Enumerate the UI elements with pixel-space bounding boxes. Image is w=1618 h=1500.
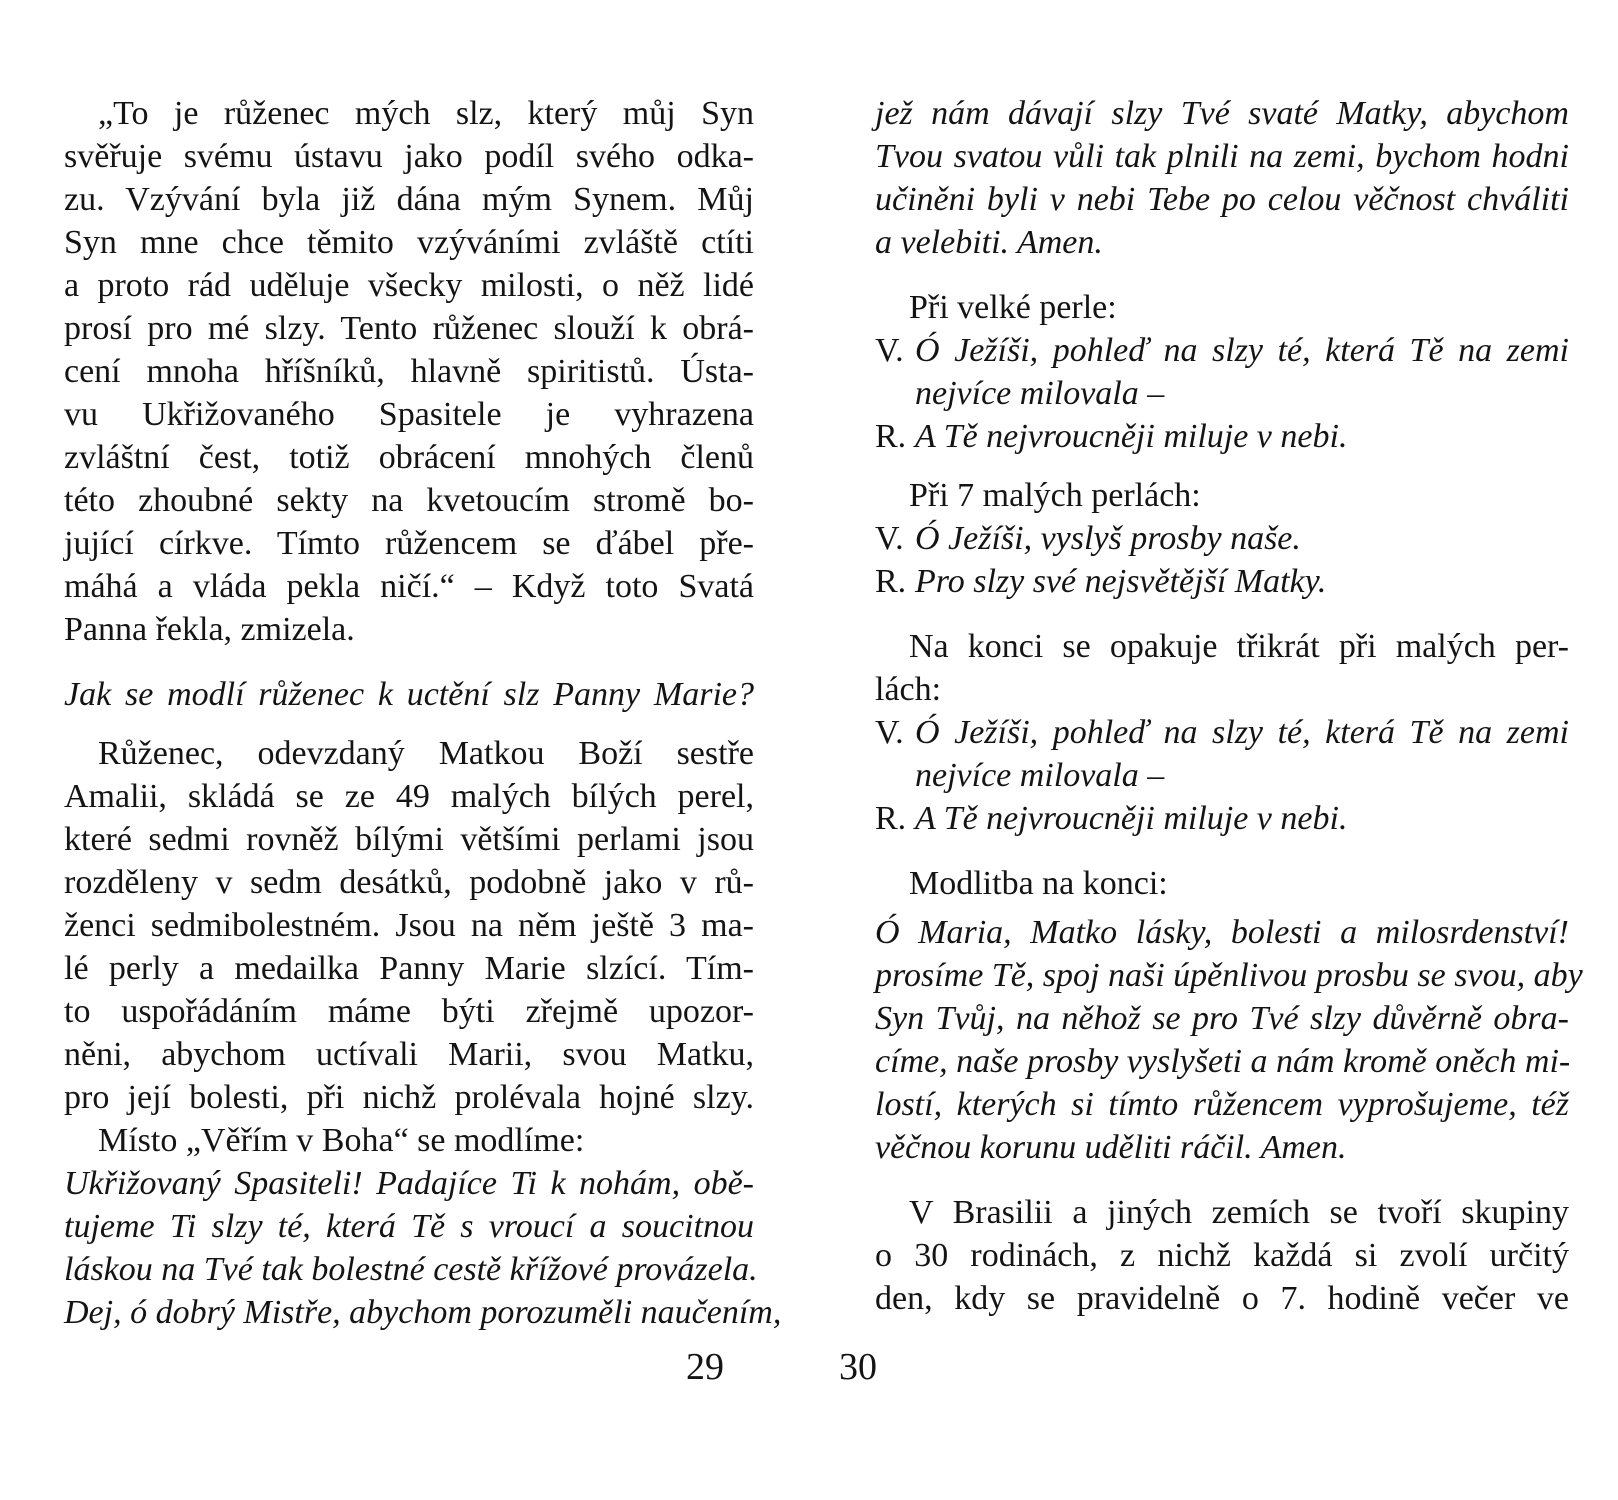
text-line: něni, abychom uctívali Marii, svou Matku, <box>64 1036 754 1073</box>
page-number: 30 <box>839 1346 877 1388</box>
prayer-line: lostí, kterých si tímto růžencem vyprošujeme, též <box>875 1086 1569 1123</box>
text-line: to uspořádáním máme býti zřejmě upozor- <box>64 993 754 1030</box>
brasil-paragraph <box>875 1191 1569 1320</box>
page-number: 29 <box>686 1346 724 1388</box>
text-line: Růženec, odevzdaný Matkou Boží sestře <box>98 735 754 772</box>
prayer-line: jež nám dávají slzy Tvé svaté Matky, abychom <box>875 95 1569 132</box>
text-line: jující církve. Tímto růžencem se ďábel pře- <box>64 525 754 562</box>
rosary-description-paragraph <box>64 732 754 1119</box>
prayer-line: Ó Maria, Matko lásky, bolesti a milosrdenství! <box>875 914 1569 951</box>
response <box>875 415 1569 458</box>
text-line: které sedmi rovněž bílými většími perlami jsou <box>64 821 754 858</box>
text-line: prosí pro mé slzy. Tento růženec slouží k obrá- <box>64 310 754 347</box>
versicle <box>875 711 1569 754</box>
versicle-continuation: nejvíce milovala – <box>915 757 1165 794</box>
text-line: rozděleny v sedm desátků, podobně jako v rů- <box>64 864 754 901</box>
left-text-column <box>64 92 782 1334</box>
prayer-line: láskou na Tvé tak bolestné cestě křížové provázela. <box>64 1251 758 1288</box>
versicle-text: Ó Ježíši, vyslyš prosby naše. <box>915 520 1301 557</box>
text-line: Panna řekla, zmizela. <box>64 611 355 648</box>
versicle-text: Ó Ježíši, pohleď na slzy té, která Tě na zemi <box>915 332 1569 369</box>
section-heading: Jak se modlí růženec k uctění slz Panny Marie? <box>64 676 754 713</box>
text-line: zu. Vzývání byla již dána mým Synem. Můj <box>64 181 754 218</box>
text-line: o 30 rodinách, z nichž každá si zvolí určitý <box>875 1237 1569 1274</box>
versicle-mark: V. <box>875 332 904 369</box>
text-line: lách: <box>875 671 942 708</box>
text-line: ženci sedmibolestném. Jsou na něm ještě 3 ma- <box>64 907 754 944</box>
response <box>875 797 1569 840</box>
prayer-line: Tvou svatou vůli tak plnili na zemi, bychom hodni <box>875 138 1569 175</box>
closing-prayer <box>875 911 1583 1169</box>
text-line: pro její bolesti, při nichž prolévala hojné slzy. <box>64 1079 754 1116</box>
prayer-line: címe, naše prosby vyslyšeti a nám kromě oněch mi- <box>875 1043 1571 1080</box>
text-line: vu Ukřižovaného Spasitele je vyhrazena <box>64 396 754 433</box>
versicle-mark: V. <box>875 714 904 751</box>
text-line: „To je růženec mých slz, který můj Syn <box>98 95 754 132</box>
prayer-line: učiněni byli v nebi Tebe po celou věčnost chváliti <box>875 181 1569 218</box>
right-page <box>809 0 1618 1500</box>
text-line: svěřuje svému ústavu jako podíl svého odka- <box>64 138 754 175</box>
creed-intro: Místo „Věřím v Boha“ se modlíme: <box>98 1122 585 1159</box>
text-line: cení mnoha hříšníků, hlavně spiritistů. Ústa- <box>64 353 754 390</box>
prayer-line: a velebiti. Amen. <box>875 224 1103 261</box>
versicle <box>875 329 1569 372</box>
mary-quote-paragraph <box>64 92 754 651</box>
text-line: máhá a vláda pekla ničí.“ – Když toto Svatá <box>64 568 754 605</box>
text-line: Na konci se opakuje třikrát při malých per- <box>909 628 1569 665</box>
prayer-continuation <box>875 92 1569 264</box>
end-repeat-instruction <box>875 625 1569 711</box>
response-mark: R. <box>875 563 907 600</box>
large-bead-heading: Při velké perle: <box>909 289 1117 326</box>
versicle <box>875 517 1569 560</box>
closing-prayer-heading: Modlitba na konci: <box>909 865 1168 902</box>
response-text: A Tě nejvroucněji miluje v nebi. <box>915 418 1348 455</box>
response-text: A Tě nejvroucněji miluje v nebi. <box>915 800 1348 837</box>
response-mark: R. <box>875 418 907 455</box>
response-text: Pro slzy své nejsvětější Matky. <box>915 563 1327 600</box>
prayer-line: Dej, ó dobrý Mistře, abychom porozuměli naučením, <box>64 1294 782 1331</box>
text-line: lé perly a medailka Panny Marie slzící. Tím- <box>64 950 754 987</box>
text-line: této zhoubné sekty na kvetoucím stromě bo- <box>64 482 754 519</box>
response-mark: R. <box>875 800 907 837</box>
text-line: zvláštní čest, totiž obrácení mnohých členů <box>64 439 754 476</box>
response <box>875 560 1569 603</box>
prayer-line: Syn Tvůj, na něhož se pro Tvé slzy důvěrně obra- <box>875 1000 1569 1037</box>
text-line: V Brasilii a jiných zemích se tvoří skupiny <box>909 1194 1569 1231</box>
text-line: den, kdy se pravidelně o 7. hodině večer ve <box>875 1280 1569 1317</box>
prayer-line: věčnou korunu uděliti ráčil. Amen. <box>875 1129 1347 1166</box>
prayer-line: tujeme Ti slzy té, která Tě s vroucí a soucitnou <box>64 1208 754 1245</box>
right-text-column <box>875 92 1583 1320</box>
prayer-line: Ukřižovaný Spasiteli! Padajíce Ti k nohám, obě- <box>64 1165 754 1202</box>
versicle-mark: V. <box>875 520 904 557</box>
text-line: a proto rád uděluje všecky milosti, o něž lidé <box>64 267 754 304</box>
text-line: Syn mne chce těmito vzýváními zvláště ctíti <box>64 224 754 261</box>
small-beads-heading: Při 7 malých perlách: <box>909 477 1201 514</box>
versicle-text: Ó Ježíši, pohleď na slzy té, která Tě na zemi <box>915 714 1569 751</box>
prayer-line: prosíme Tě, spoj naši úpěnlivou prosbu se svou, aby <box>875 957 1583 994</box>
text-line: Amalii, skládá se ze 49 malých bílých perel, <box>64 778 754 815</box>
versicle-continuation: nejvíce milovala – <box>915 375 1165 412</box>
opening-prayer <box>64 1162 782 1334</box>
